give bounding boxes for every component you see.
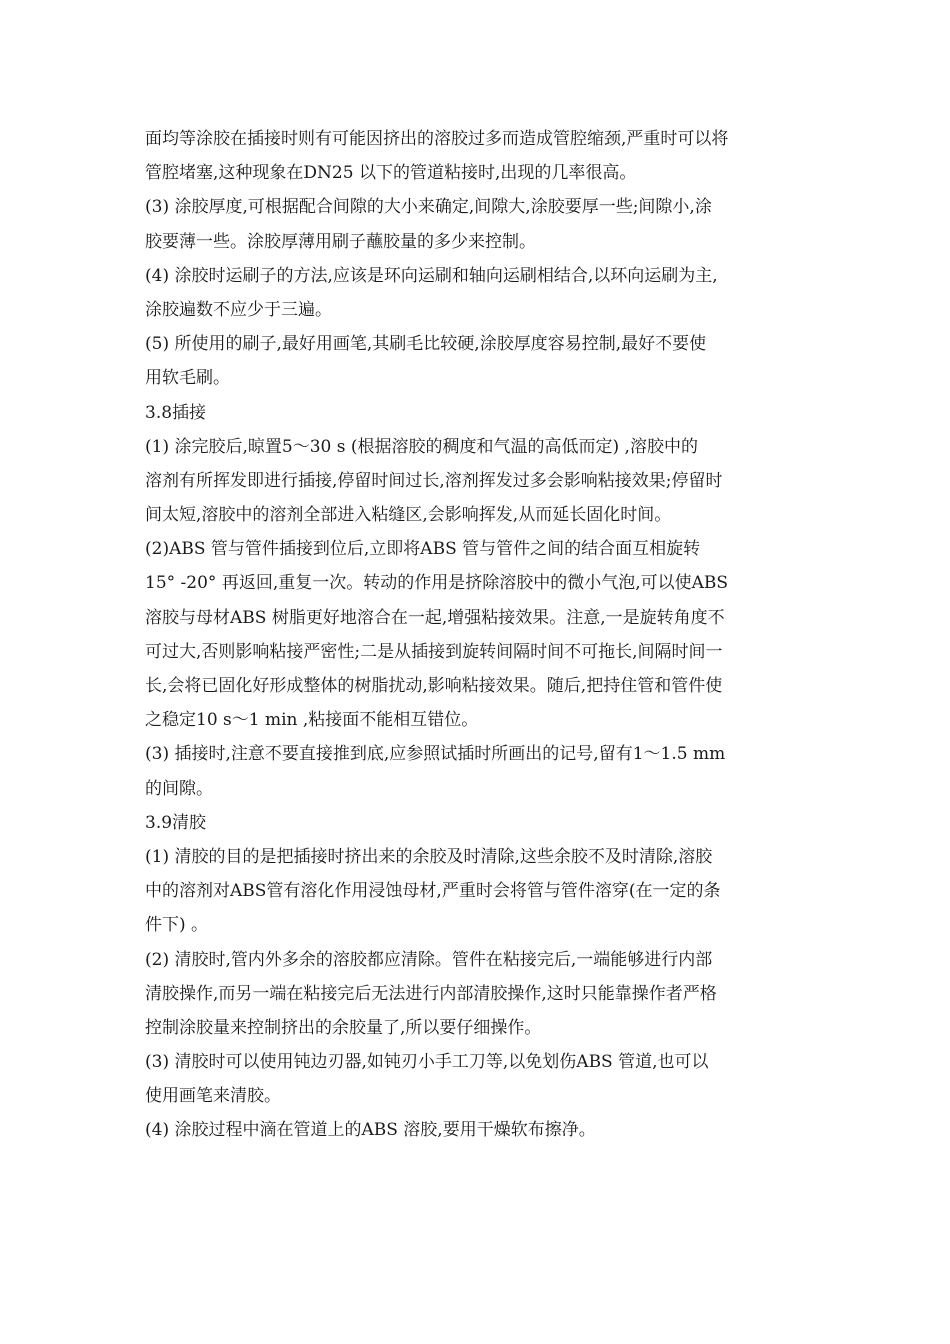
text-line: 胶要薄一些。涂胶厚薄用刷子蘸胶量的多少来控制。 <box>145 231 536 252</box>
text-line: 15° -20° 再返回,重复一次。转动的作用是挤除溶胶中的微小气泡,可以使ABS <box>145 573 729 594</box>
text-line: 中的溶剂对ABS管有溶化作用浸蚀母材,严重时会将管与管件溶穿(在一定的条 <box>145 881 721 902</box>
text-line: 之稳定10 s～1 min ,粘接面不能相互错位。 <box>145 710 479 731</box>
section-heading: 3.8插接 <box>145 402 207 423</box>
text-line: 使用画笔来清胶。 <box>145 1086 281 1107</box>
text-line: 溶剂有所挥发即进行插接,停留时间过长,溶剂挥发过多会影响粘接效果;停留时 <box>145 470 723 491</box>
text-line: 的间隙。 <box>145 778 213 799</box>
text-line: 涂胶遍数不应少于三遍。 <box>145 299 332 320</box>
text-line: 间太短,溶胶中的溶剂全部进入粘缝区,会影响挥发,从而延长固化时间。 <box>145 505 672 526</box>
text-line: 清胶操作,而另一端在粘接完后无法进行内部清胶操作,这时只能靠操作者严格 <box>145 983 717 1004</box>
text-line: (3) 插接时,注意不要直接推到底,应参照试插时所画出的记号,留有1～1.5 mm <box>145 744 726 765</box>
text-line: 用软毛刷。 <box>145 368 230 389</box>
text-line: 控制涂胶量来控制挤出的余胶量了,所以要仔细操作。 <box>145 1017 542 1038</box>
text-line: (1) 涂完胶后,晾置5～30 s (根据溶胶的稠度和气温的高低而定) ,溶胶中的 <box>145 436 698 457</box>
text-line: (2) 清胶时,管内外多余的溶胶都应清除。管件在粘接完后,一端能够进行内部 <box>145 949 713 970</box>
document-body <box>145 122 810 1148</box>
text-line: 溶胶与母材ABS 树脂更好地溶合在一起,增强粘接效果。注意,一是旋转角度不 <box>145 607 725 628</box>
section-heading: 3.9清胶 <box>145 812 207 833</box>
text-line: (4) 涂胶时运刷子的方法,应该是环向运刷和轴向运刷相结合,以环向运刷为主, <box>145 265 718 286</box>
text-line: (1) 清胶的目的是把插接时挤出来的余胶及时清除,这些余胶不及时清除,溶胶 <box>145 846 713 867</box>
text-line: (4) 涂胶过程中滴在管道上的ABS 溶胶,要用干燥软布擦净。 <box>145 1120 596 1141</box>
text-line: 管腔堵塞,这种现象在DN25 以下的管道粘接时,出现的几率很高。 <box>145 163 637 184</box>
text-line: (3) 涂胶厚度,可根据配合间隙的大小来确定,间隙大,涂胶要厚一些;间隙小,涂 <box>145 197 712 218</box>
text-line: 面均等涂胶在插接时则有可能因挤出的溶胶过多而造成管腔缩颈,严重时可以将 <box>145 129 729 149</box>
text-line: 长,会将已固化好形成整体的树脂扰动,影响粘接效果。随后,把持住管和管件使 <box>145 676 723 696</box>
text-line: 件下) 。 <box>145 915 209 936</box>
text-line: (2)ABS 管与管件插接到位后,立即将ABS 管与管件之间的结合面互相旋转 <box>145 539 701 560</box>
text-line: 可过大,否则影响粘接严密性;二是从插接到旋转间隔时间不可拖长,间隔时间一 <box>145 641 723 662</box>
text-line: (3) 清胶时可以使用钝边刃器,如钝刃小手工刀等,以免划伤ABS 管道,也可以 <box>145 1052 709 1073</box>
text-line: (5) 所使用的刷子,最好用画笔,其刷毛比较硬,涂胶厚度容易控制,最好不要使 <box>145 334 707 355</box>
